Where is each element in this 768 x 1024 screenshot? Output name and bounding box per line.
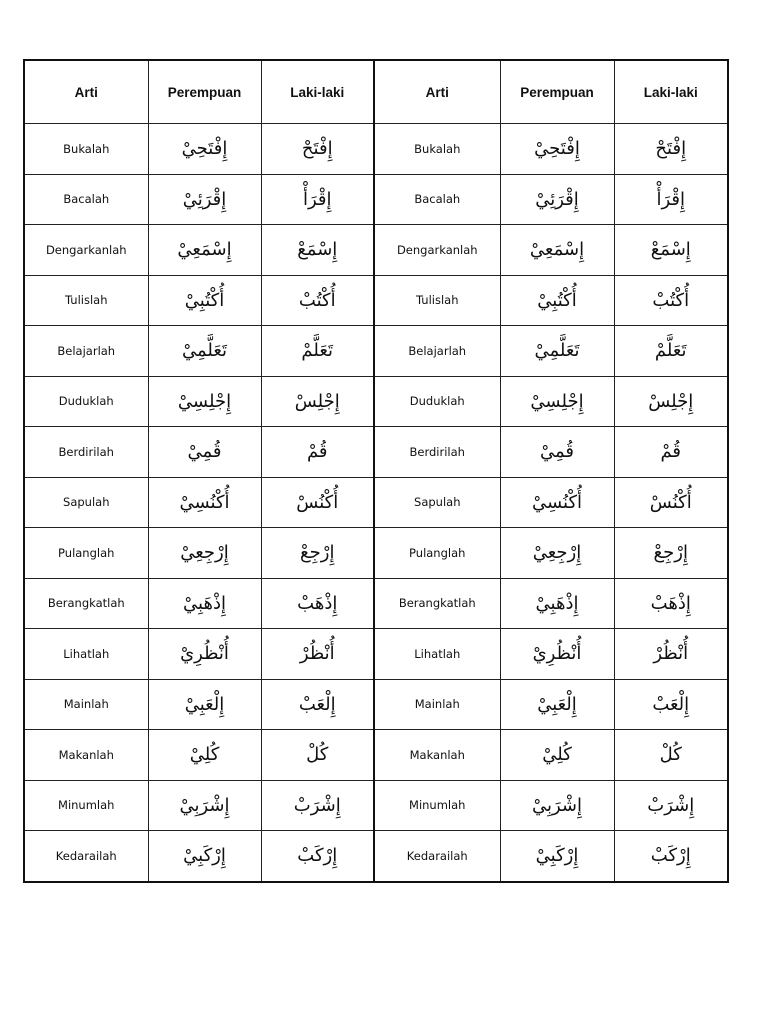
cell-arti: Duduklah bbox=[374, 376, 500, 427]
cell-perempuan: إِقْرَئِيْ bbox=[148, 174, 261, 225]
cell-laki-laki: إِرْكَبْ bbox=[614, 831, 728, 882]
cell-arti: Pulanglah bbox=[24, 528, 148, 579]
cell-laki-laki: إِرْجِعْ bbox=[614, 528, 728, 579]
table-row bbox=[24, 326, 728, 377]
cell-arti: Pulanglah bbox=[374, 528, 500, 579]
cell-arti: Tulislah bbox=[24, 275, 148, 326]
cell-perempuan: إِسْمَعِيْ bbox=[148, 225, 261, 276]
cell-perempuan: إِرْجِعِيْ bbox=[500, 528, 614, 579]
vocabulary-table bbox=[23, 59, 729, 883]
cell-laki-laki: إِقْرَأْ bbox=[261, 174, 374, 225]
cell-perempuan: أُنْظُرِيْ bbox=[148, 629, 261, 680]
cell-laki-laki: إِرْكَبْ bbox=[261, 831, 374, 882]
cell-perempuan: قُمِيْ bbox=[148, 427, 261, 478]
cell-arti: Belajarlah bbox=[24, 326, 148, 377]
cell-laki-laki: أُنْظُرْ bbox=[261, 629, 374, 680]
cell-arti: Berdirilah bbox=[374, 427, 500, 478]
cell-arti: Mainlah bbox=[374, 679, 500, 730]
cell-arti: Bukalah bbox=[374, 124, 500, 175]
table-row bbox=[24, 679, 728, 730]
cell-laki-laki: كُلْ bbox=[261, 730, 374, 781]
cell-arti: Berangkatlah bbox=[374, 578, 500, 629]
cell-perempuan: أُكْتُبِيْ bbox=[148, 275, 261, 326]
table-row bbox=[24, 275, 728, 326]
cell-laki-laki: أُكْنُسْ bbox=[261, 477, 374, 528]
cell-perempuan: أُكْتُبِيْ bbox=[500, 275, 614, 326]
table-row bbox=[24, 780, 728, 831]
cell-arti: Lihatlah bbox=[374, 629, 500, 680]
table-row bbox=[24, 730, 728, 781]
cell-laki-laki: قُمْ bbox=[614, 427, 728, 478]
cell-arti: Duduklah bbox=[24, 376, 148, 427]
cell-perempuan: إِشْرَبِيْ bbox=[500, 780, 614, 831]
cell-perempuan: إِلْعَبِيْ bbox=[500, 679, 614, 730]
table-row bbox=[24, 174, 728, 225]
table-row bbox=[24, 477, 728, 528]
cell-arti: Kedarailah bbox=[24, 831, 148, 882]
cell-laki-laki: أُكْتُبْ bbox=[614, 275, 728, 326]
cell-laki-laki: إِفْتَحْ bbox=[261, 124, 374, 175]
cell-perempuan: إِذْهَبِيْ bbox=[148, 578, 261, 629]
table-row bbox=[24, 427, 728, 478]
cell-laki-laki: إِسْمَعْ bbox=[614, 225, 728, 276]
cell-perempuan: تَعَلَّمِيْ bbox=[148, 326, 261, 377]
table-row bbox=[24, 578, 728, 629]
cell-laki-laki: إِلْعَبْ bbox=[261, 679, 374, 730]
cell-perempuan: إِلْعَبِيْ bbox=[148, 679, 261, 730]
cell-arti: Berangkatlah bbox=[24, 578, 148, 629]
cell-arti: Dengarkanlah bbox=[24, 225, 148, 276]
cell-arti: Bacalah bbox=[24, 174, 148, 225]
cell-perempuan: إِسْمَعِيْ bbox=[500, 225, 614, 276]
table-row bbox=[24, 376, 728, 427]
cell-arti: Kedarailah bbox=[374, 831, 500, 882]
cell-perempuan: أُنْظُرِيْ bbox=[500, 629, 614, 680]
cell-laki-laki: أُنْظُرْ bbox=[614, 629, 728, 680]
cell-laki-laki: إِشْرَبْ bbox=[261, 780, 374, 831]
header-perempuan: Perempuan bbox=[500, 60, 614, 124]
cell-perempuan: إِشْرَبِيْ bbox=[148, 780, 261, 831]
cell-arti: Berdirilah bbox=[24, 427, 148, 478]
cell-arti: Bacalah bbox=[374, 174, 500, 225]
cell-arti: Lihatlah bbox=[24, 629, 148, 680]
cell-perempuan: إِفْتَحِيْ bbox=[500, 124, 614, 175]
table-row bbox=[24, 528, 728, 579]
cell-laki-laki: تَعَلَّمْ bbox=[614, 326, 728, 377]
table-row bbox=[24, 831, 728, 882]
cell-laki-laki: إِذْهَبْ bbox=[614, 578, 728, 629]
cell-laki-laki: إِسْمَعْ bbox=[261, 225, 374, 276]
cell-laki-laki: إِشْرَبْ bbox=[614, 780, 728, 831]
cell-perempuan: تَعَلَّمِيْ bbox=[500, 326, 614, 377]
cell-perempuan: إِذْهَبِيْ bbox=[500, 578, 614, 629]
cell-laki-laki: إِذْهَبْ bbox=[261, 578, 374, 629]
cell-arti: Minumlah bbox=[24, 780, 148, 831]
table-row bbox=[24, 225, 728, 276]
cell-perempuan: كُلِيْ bbox=[148, 730, 261, 781]
table-header bbox=[24, 60, 728, 124]
cell-arti: Bukalah bbox=[24, 124, 148, 175]
table-body bbox=[24, 124, 728, 882]
header-arti: Arti bbox=[24, 60, 148, 124]
table-row bbox=[24, 124, 728, 175]
cell-laki-laki: إِجْلِسْ bbox=[261, 376, 374, 427]
cell-perempuan: أُكْنُسِيْ bbox=[500, 477, 614, 528]
cell-arti: Belajarlah bbox=[374, 326, 500, 377]
cell-arti: Sapulah bbox=[24, 477, 148, 528]
header-laki-laki: Laki-laki bbox=[614, 60, 728, 124]
cell-laki-laki: تَعَلَّمْ bbox=[261, 326, 374, 377]
cell-laki-laki: إِرْجِعْ bbox=[261, 528, 374, 579]
cell-arti: Minumlah bbox=[374, 780, 500, 831]
cell-perempuan: إِقْرَئِيْ bbox=[500, 174, 614, 225]
cell-laki-laki: قُمْ bbox=[261, 427, 374, 478]
cell-laki-laki: إِقْرَأْ bbox=[614, 174, 728, 225]
cell-laki-laki: إِفْتَحْ bbox=[614, 124, 728, 175]
cell-perempuan: إِرْكَبِيْ bbox=[148, 831, 261, 882]
table-row bbox=[24, 629, 728, 680]
cell-perempuan: إِرْكَبِيْ bbox=[500, 831, 614, 882]
cell-laki-laki: إِلْعَبْ bbox=[614, 679, 728, 730]
cell-arti: Makanlah bbox=[374, 730, 500, 781]
cell-perempuan: أُكْنُسِيْ bbox=[148, 477, 261, 528]
header-laki-laki: Laki-laki bbox=[261, 60, 374, 124]
cell-perempuan: إِجْلِسِيْ bbox=[500, 376, 614, 427]
header-perempuan: Perempuan bbox=[148, 60, 261, 124]
header-arti: Arti bbox=[374, 60, 500, 124]
cell-laki-laki: أُكْتُبْ bbox=[261, 275, 374, 326]
cell-arti: Mainlah bbox=[24, 679, 148, 730]
header-row bbox=[24, 60, 728, 124]
cell-perempuan: إِجْلِسِيْ bbox=[148, 376, 261, 427]
cell-arti: Sapulah bbox=[374, 477, 500, 528]
cell-perempuan: قُمِيْ bbox=[500, 427, 614, 478]
cell-perempuan: إِفْتَحِيْ bbox=[148, 124, 261, 175]
cell-laki-laki: كُلْ bbox=[614, 730, 728, 781]
cell-arti: Tulislah bbox=[374, 275, 500, 326]
cell-laki-laki: أُكْنُسْ bbox=[614, 477, 728, 528]
cell-perempuan: إِرْجِعِيْ bbox=[148, 528, 261, 579]
cell-perempuan: كُلِيْ bbox=[500, 730, 614, 781]
cell-arti: Makanlah bbox=[24, 730, 148, 781]
cell-laki-laki: إِجْلِسْ bbox=[614, 376, 728, 427]
cell-arti: Dengarkanlah bbox=[374, 225, 500, 276]
